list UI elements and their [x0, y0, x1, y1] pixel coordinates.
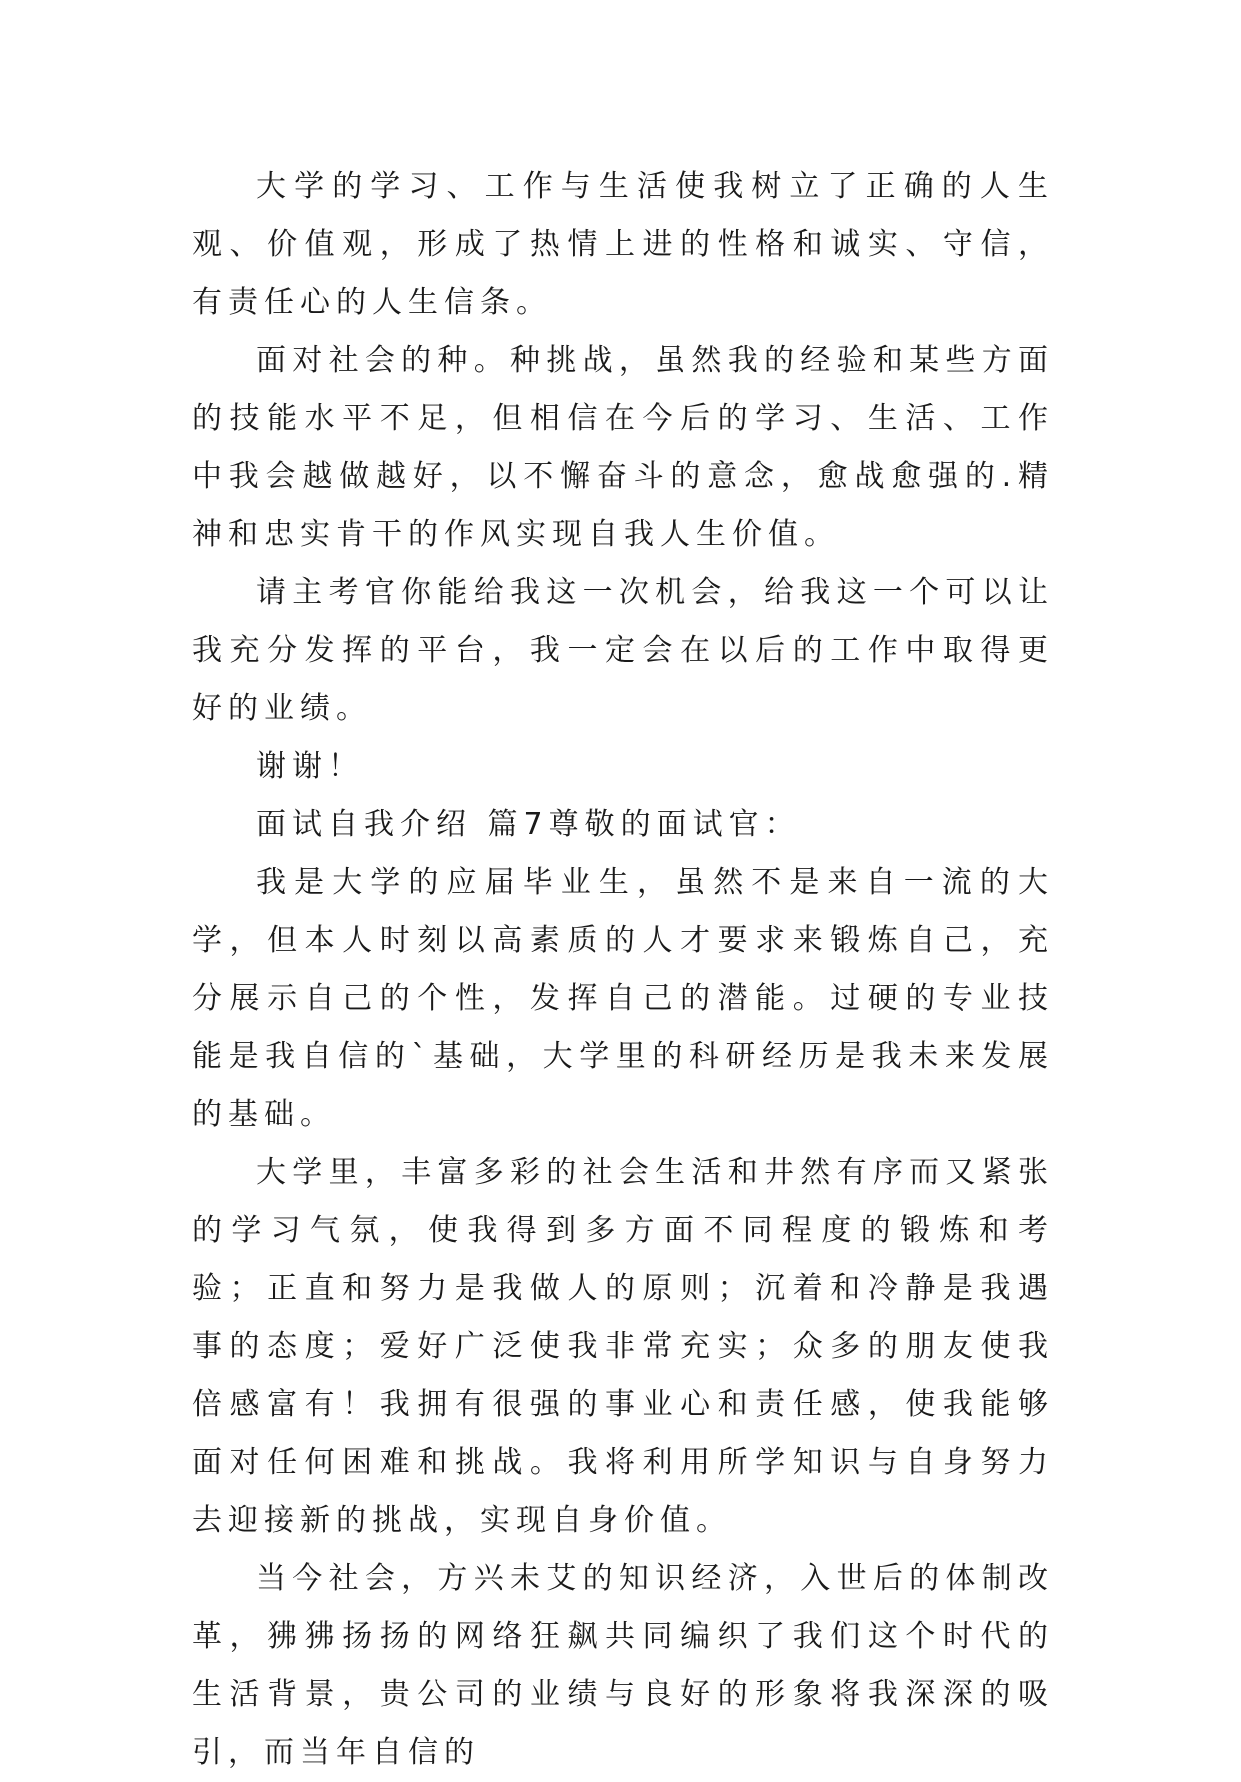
paragraph-thanks: 谢谢！: [256, 749, 364, 784]
paragraph-request-opportunity: 请主考官你能给我这一次机会，给我这一个可以让我充分发挥的平台，我一定会在以后的工作中取得更好的业绩。: [192, 575, 1054, 726]
paragraph-graduate-intro: 我是大学的应届毕业生，虽然不是来自一流的大学，但本人时刻以高素质的人才要求来锻炼自己，充分展示自己的个性，发挥自己的潜能。过硬的专业技能是我自信的`基础，大学里的科研经历是我未来发展的基础。: [192, 865, 1054, 1132]
paragraph-worldview: 大学的学习、工作与生活使我树立了正确的人生观、价值观，形成了热情上进的性格和诚实、守信，有责任心的人生信条。: [192, 169, 1054, 320]
paragraph-society-background: 当今社会，方兴未艾的知识经济，入世后的体制改革，狒狒扬扬的网络狂飙共同编织了我们这个时代的生活背景，贵公司的业绩与良好的形象将我深深的吸引，而当年自信的: [192, 1561, 1054, 1770]
paragraph-challenges: 面对社会的种。种挑战，虽然我的经验和某些方面的技能水平不足，但相信在今后的学习、生活、工作中我会越做越好，以不懈奋斗的意念，愈战愈强的.精神和忠实肯干的作风实现自我人生价值。: [192, 343, 1054, 552]
document-body: [192, 158, 1054, 1782]
paragraph-university-life: 大学里，丰富多彩的社会生活和井然有序而又紧张的学习气氛，使我得到多方面不同程度的锻炼和考验；正直和努力是我做人的原则；沉着和冷静是我遇事的态度；爱好广泛使我非常充实；众多的朋友使我倍感富有！我拥有很强的事业心和责任感，使我能够面对任何困难和挑战。我将利用所学知识与自身努力去迎接新的挑战，实现自身价值。: [192, 1155, 1054, 1538]
section-heading-intro-7: 面试自我介绍 篇7尊敬的面试官：: [256, 807, 801, 842]
